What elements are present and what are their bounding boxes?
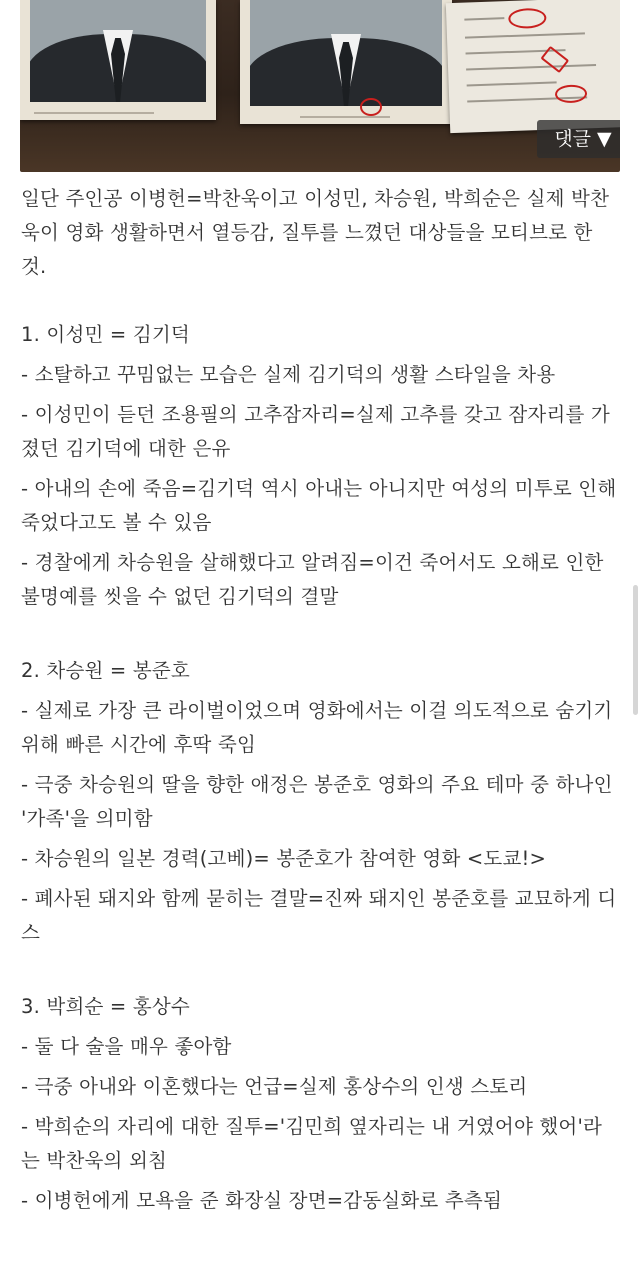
section-3 [21,990,621,1218]
list-item: - 극중 차승원의 딸을 향한 애정은 봉준호 영화의 주요 테마 중 하나인 '가족'을 의미함 [21,773,613,830]
list-item: - 이성민이 듣던 조용필의 고추잠자리=실제 고추를 갖고 잠자리를 가졌던 김기덕에 대한 은유 [21,403,610,460]
list-item: - 차승원의 일본 경력(고베)= 봉준호가 참여한 영화 <도쿄!> [21,847,547,870]
intro-paragraph: 일단 주인공 이병헌=박찬욱이고 이성민, 차승원, 박희순은 실제 박찬욱이 영화 생활하면서 열등감, 질투를 느꼈던 대상들을 모티브로 한 것. [21,187,610,278]
post-image [20,0,620,172]
list-item: - 폐사된 돼지와 함께 묻히는 결말=진짜 돼지인 봉준호를 교묘하게 디스 [21,887,617,944]
post-body [21,182,621,1224]
section-heading: 2. 차승원 = 봉준호 [21,659,190,682]
list-item: - 박희순의 자리에 대한 질투='김민희 옆자리는 내 거였어야 했어'라는 박찬욱의 외침 [21,1115,603,1172]
portrait-photo [250,0,442,106]
list-item: - 이병헌에게 모욕을 준 화장실 장면=감동실화로 추측됨 [21,1189,502,1212]
resume-photo-card [240,0,452,124]
list-item: - 소탈하고 꾸밈없는 모습은 실제 김기덕의 생활 스타일을 차용 [21,363,556,386]
section-2 [21,654,621,950]
list-item: - 실제로 가장 큰 라이벌이었으며 영화에서는 이걸 의도적으로 숨기기 위해 빠른 시간에 후딱 죽임 [21,699,613,756]
list-item: - 아내의 손에 죽음=김기덕 역시 아내는 아니지만 여성의 미투로 인해 죽었다고도 볼 수 있음 [21,477,617,534]
list-item: - 둘 다 술을 매우 좋아함 [21,1035,232,1058]
list-item: - 극중 아내와 이혼했다는 언급=실제 홍상수의 인생 스토리 [21,1075,528,1098]
section-1 [21,318,621,614]
resume-photo-card [20,0,216,120]
scrollbar[interactable] [633,585,638,715]
resume-document [446,0,620,133]
list-item: - 경찰에게 차승원을 살해했다고 알려짐=이건 죽어서도 오해로 인한 불명예를 씻을 수 없던 김기덕의 결말 [21,551,604,608]
section-heading: 1. 이성민 = 김기덕 [21,323,190,346]
comment-toggle-button[interactable]: 댓글 ▼ [537,120,620,158]
portrait-photo [30,0,206,102]
section-heading: 3. 박희순 = 홍상수 [21,995,190,1018]
